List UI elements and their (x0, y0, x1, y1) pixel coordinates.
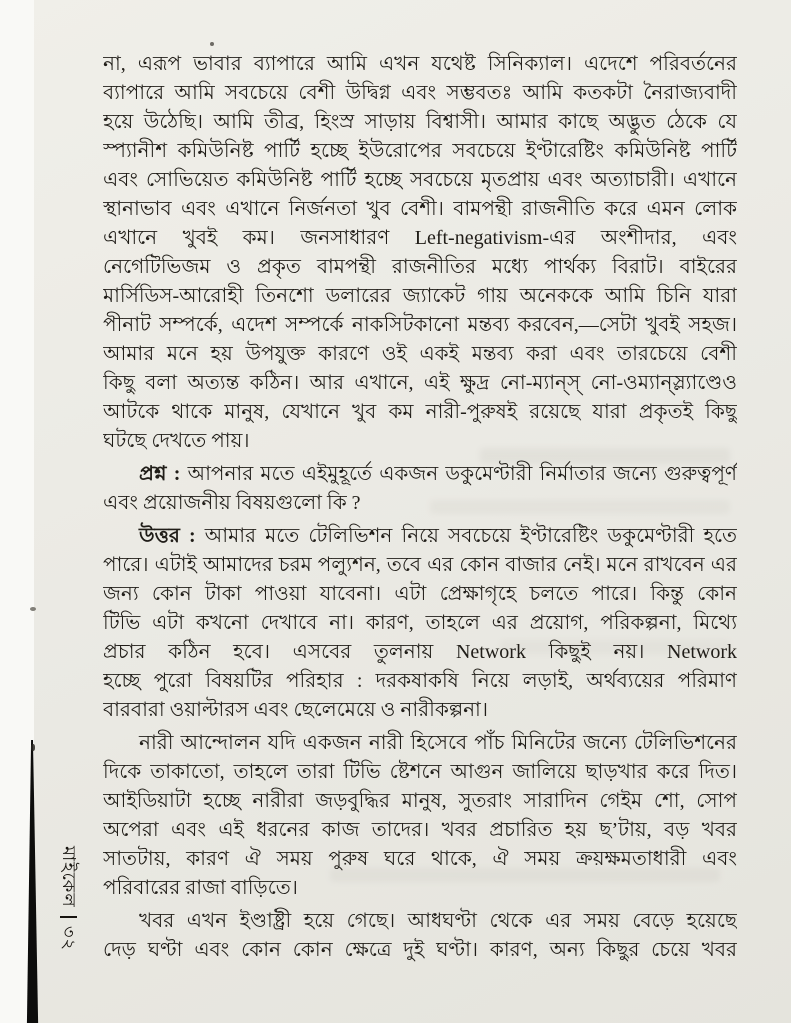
text-line: প্রচার কঠিন হবে। এসবের তুলনায় Network কিছুই নয়। Network (103, 641, 737, 663)
scanner-edge-strip (0, 0, 34, 1023)
text-line: জন্য কোন টাকা পাওয়া যাবেনা। এটা প্রেক্ষাগৃহে চলতে পারে। কিন্তু কোন (103, 583, 737, 605)
text-line: আইডিয়াটা হচ্ছে নারীরা জড়বুদ্ধির মানুষ, সুতরাং সারাদিন গেইম শো, সোপ (103, 790, 737, 812)
text-line: বারবারা ওয়াল্টারস এবং ছেলেমেয়ে ও নারীকল্পনা। (103, 699, 489, 721)
text-line: ব্যাপারে আমি সবচেয়ে বেশী উদ্বিগ্ন এবং সম্ভবতঃ আমি কতকটা নৈরাজ্যবাদী (103, 82, 737, 104)
text-line: খবর এখন ইণ্ডাষ্ট্রী হয়ে গেছে। আধঘণ্টা থেকে এর সময় বেড়ে হয়েছে (139, 910, 737, 932)
text-line: স্থানাভাব এবং এখানে নির্জনতা খুব বেশী। বামপন্থী রাজনীতি করে এমন লোক (103, 198, 737, 220)
text-line: পরিবারের রাজা বাড়িতে। (103, 877, 298, 899)
text-line: এবং প্রয়োজনীয় বিষয়গুলো কি ? (103, 492, 361, 514)
text-line: আমার মনে হয় উপযুক্ত কারণে ওই একই মন্তব্য করা এবং তারচেয়ে বেশী (103, 343, 737, 365)
text-line: আটকে থাকে মানুষ, যেখানে খুব কম নারী-পুরুষই রয়েছে যারা প্রকৃতই কিছু (103, 401, 737, 423)
text-line: ঘটছে দেখতে পায়। (103, 430, 250, 452)
text-line: না, এরূপ ভাবার ব্যাপারে আমি এখন যথেষ্ট সিনিক্যাল। এদেশে পরিবর্তনের (103, 53, 737, 75)
text-line: দিকে তাকাতো, তাহলে তারা টিভি ষ্টেশনে আগুন জালিয়ে ছাড়খার করে দিত। (103, 761, 737, 783)
ink-speck (210, 42, 214, 46)
text-line: কিছু বলা অত্যন্ত কঠিন। আর এখানে, এই ক্ষুদ্র নো-ম্যান্স্ নো-ওম্যান্স্ল্যাণ্ডেও (103, 372, 737, 394)
margin-divider-rule (60, 916, 77, 918)
ink-speck (31, 744, 35, 751)
text-line: হয়ে উঠেছি। আমি তীব্র, হিংস্র সাড়ায় বিশ্বাসী। আমার কাছে অদ্ভুত ঠেকে যে (103, 111, 737, 133)
text-line: এখানে খুবই কম। জনসাধারণ Left-negativism-এর অংশীদার, এবং (103, 227, 737, 249)
paragraph-lead: উত্তর : (139, 525, 196, 547)
paragraph-women-television (103, 729, 737, 903)
paragraph-cynical-continuation (103, 50, 737, 456)
text-line: উত্তর : আমার মতে টেলিভিশন নিয়ে সবচেয়ে ইণ্টারেষ্টিং ডকুমেণ্টারী হতে (139, 525, 737, 547)
text-line: নারী আন্দোলন যদি একজন নারী হিসেবে পাঁচ মিনিটের জন্যে টেলিভিশনের (139, 732, 737, 754)
text-line: এবং সোভিয়েত কমিউনিষ্ট পার্টি হচ্ছে সবচেয়ে মৃতপ্রায় এবং অত্যাচারী। এখানে (103, 169, 737, 191)
text-line: পারে। এটাই আমাদের চরম পল্যুশন, তবে এর কোন বাজার নেই। মনে রাখবেন এর (103, 554, 737, 576)
text-line: পীনাট সম্পর্কে, এদেশ সম্পর্কে নাকসিটকানো মন্তব্য করবেন,—সেটা খুবই সহজ। (103, 314, 737, 336)
paragraph-answer (103, 522, 737, 725)
text-line: মার্সিডিস-আরোহী তিনশো ডলারের জ্যাকেট গায় অনেককে আমি চিনি যারা (103, 285, 737, 307)
ink-speck (30, 607, 36, 611)
paragraph-news-industry (103, 907, 737, 965)
text-column (103, 50, 737, 969)
text-line: নেগেটিভিজম ও প্রকৃত বামপন্থী রাজনীতির মধ্যে পার্থক্য বিরাট। বাইরের (103, 256, 737, 278)
paragraph-lead: প্রশ্ন : (139, 463, 181, 485)
text-line: স্প্যানীশ কমিউনিষ্ট পার্টি হচ্ছে ইউরোপের সবচেয়ে ইণ্টারেষ্টিং কমিউনিষ্ট পার্টি (103, 140, 737, 162)
margin-book-title: মাইকেল (59, 846, 79, 908)
paragraph-question (103, 460, 737, 518)
text-line: দেড় ঘণ্টা এবং কোন কোন ক্ষেত্রে দুই ঘণ্টা। কারণ, অন্য কিছুর চেয়ে খবর (103, 939, 737, 961)
text-line: টিভি এটা কখনো দেখাবে না। কারণ, তাহলে এর প্রয়োগ, পরিকল্পনা, মিথ্যে (103, 612, 737, 634)
margin-label (56, 846, 82, 978)
text-line: প্রশ্ন : আপনার মতে এইমুহূর্তে একজন ডকুমেণ্টারী নির্মাতার জন্যে গুরুত্বপূর্ণ (139, 463, 737, 485)
margin-page-number: ৩২ (59, 925, 79, 952)
text-line: হচ্ছে পুরো বিষয়টির পরিহার : দরকষাকষি নিয়ে লড়াই, অর্থব্যয়ের পরিমাণ (103, 670, 737, 692)
text-line: সাতটায়, কারণ ঐ সময় পুরুষ ঘরে থাকে, ঐ সময় ক্রয়ক্ষমতাধারী এবং (103, 848, 737, 870)
text-line: অপেরা এবং এই ধরনের কাজ তাদের। খবর প্রচারিত হয় ছ’টায়, বড় খবর (103, 819, 737, 841)
